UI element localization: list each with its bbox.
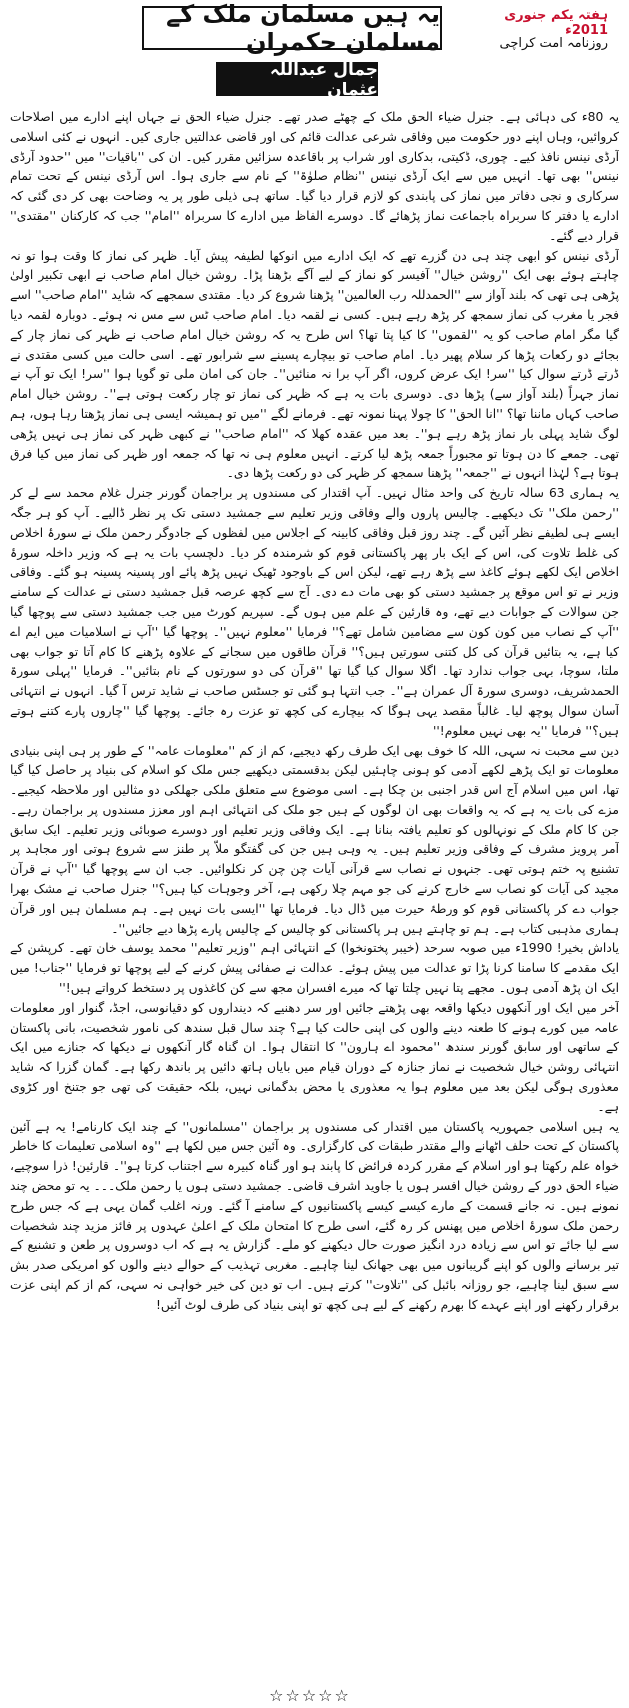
paragraph-2: آرڈی نینس کو ابھی چند ہی دن گزرے تھے کہ ایک ادارے میں انوکھا لطیفہ پیش آیا۔ ظہر کی نماز کا وقت ہوا تو نہ چاہتے ہوئے بھی ایک ''روشن خیال'' آفیسر کو نماز کے لیے آگے بڑھنا پڑا۔ روشن خیال امام صاحب نے ابھی تکبیر اولیٰ پڑھی ہی تھی کہ بلند آواز سے ''الحمدللہ رب العالمین'' پڑھنا شروع کر دیا۔ مقتدی سمجھے کہ شاید ''امام صاحب'' اسے فجر یا مغرب کی نماز سمجھ کر پڑھ رہے ہیں۔ کسی نے لقمہ دیا۔ امام صاحب ٹس سے مس نہ ہوئے۔ دوبارہ لقمہ دیا گیا مگر امام صاحب کو یہ ''لقموں'' کا کیا پتا تھا؟ اس طرح یہ کہ روشن خیال امام صاحب نے ظہر کی نماز چار کے بجائے دو رکعات پڑھا کر سلام پھیر دیا۔ امام صاحب تو بیچارے پسینے سے شرابور تھے۔ اسی حالت میں کسی مقتدی نے ڈرتے ڈرتے سوال کیا ''سر! ایک عرض کروں، اگر آپ برا نہ منائیں''۔ جان کی امان ملی تو گویا ہوا ''سر! ایک تو آپ نے نماز جہراً (بلند آواز سے) پڑھا دی۔ دوسری بات یہ ہے کہ ظہر کی نماز تو چار رکعت ہوتی ہے''۔ روشن خیال امام صاحب کہاں ماننا تھا؟ ''انا الحق'' کا چولا پہنا نمونہ تھے۔ فرمانے لگے ''میں تو ہمیشہ ایسی ہی نماز پڑھتا رہا ہوں، ہم لوگ شاید پہلی بار نماز پڑھ رہے ہو''۔ بعد میں عقدہ کھلا کہ ''امام صاحب'' نے کبھی ظہر کی نماز ہی نہیں پڑھی تھی۔ جمعے کا دن ہوتا تو مجبوراً جمعہ پڑھ لیا کرتے۔ انہیں معلوم ہی نہ تھا کہ جمعہ اور ظہر کی نماز میں کیا فرق ہوتا ہے؟ لہٰذا انہوں نے ''جمعہ'' پڑھنا سمجھ کر ظہر کی دو رکعت پڑھا دی۔	[10, 248, 619, 481]
paragraph-7: یہ ہیں اسلامی جمہوریہ پاکستان میں اقتدار کی مسندوں پر براجمان ''مسلمانوں'' کے چند ایک کارنامے! یہ ہے آئین پاکستان کے تحت حلف اٹھانے والے مقتدر طبقات کی کارگزاری۔ وہ آئین جس میں لکھا ہے ''وہ اسلامی تعلیمات کا خاطر خواہ علم رکھتا ہو اور اسلام کے مقرر کردہ فرائض کا پابند ہو اور گناہ کبیرہ سے اجتناب کرتا ہو''۔ قارئین! ذرا سوچیے، ضیاء الحق دور کے روشن خیال افسر ہوں یا جاوید اشرف قاضی۔ جمشید دستی ہوں یا رحمن ملک۔۔۔ یہ تو محض چند نمونے ہیں۔ نہ جانے قسمت کے مارے کیسے کیسے پاکستانیوں کے سامنے آ گئے۔ ورنہ اغلب گمان یہی ہے کہ جس طرح رحمن ملک سورۂ اخلاص میں پھنس کر رہ گئے، اسی طرح کا امتحان ملک کے اعلیٰ عہدوں پر فائز مزید چند شخصیات سے لیا جائے تو اس سے زیادہ درد انگیز صورت حال دیکھنے کو ملے۔ گزارش یہ ہے کہ اب دوسروں پر طعن و تشنیع کے تیر برسانے والوں کو اپنے گریبانوں میں بھی جھانک لینا چاہیے۔ مغربی تہذیب کے حوالے دینے والوں کو امریکی صدر بش سے سبق لینا چاہیے، جو روزانہ بائبل کی ''تلاوت'' کرتے ہیں۔ اب تو دین کی خیر خواہی نہ سہی، کم از کم اپنی عزت برقرار رکھنے اور اپنے عہدے کا بھرم رکھنے کے لیے ہی کچھ تو اپنی بنیاد کی طرف لوٹ آئیں!	[10, 1119, 619, 1312]
end-mark-stars: ☆☆☆☆☆	[269, 1686, 351, 1705]
article-title: یہ ہیں مسلمان ملک کے مسلمان حکمران	[142, 6, 442, 50]
paragraph-5: یاداش بخیر! 1990ء میں صوبہ سرحد (خیبر پختونخوا) کے انتہائی اہم ''وزیر تعلیم'' محمد یوسف خان تھے۔ کرپشن کے ایک مقدمے کا سامنا کرنا پڑا تو عدالت میں پیش ہوئے۔ عدالت نے صفائی پیش کرنے کے لیے پوچھا تو فرمایا ''جناب! میں ایک ان پڑھ آدمی ہوں۔ مجھے پتا نہیں چلتا تھا کہ میرے افسران مجھ سے کن کاغذوں پر دستخط کرواتے ہیں!''	[10, 941, 619, 996]
paragraph-3: یہ ہماری 63 سالہ تاریخ کی واحد مثال نہیں۔ آپ اقتدار کی مسندوں پر براجمان گورنر جنرل غلام محمد سے لے کر ''رحمن ملک'' تک دیکھیے۔ چالیس پاروں والے وفاقی وزیر تعلیم سے جمشید دستی تک پر نظر ڈالیے۔ آپ کو ہر جگہ ایسے ہی لطیفے نظر آئیں گے۔ چند روز قبل وفاقی کابینہ کے اجلاس میں لفظوں کے جادوگر رحمن ملک نے سورۂ اخلاص کی غلط تلاوت کی، اس کے ایک بار پھر پاکستانی قوم کو شرمندہ کر دیا۔ دلچسپ بات یہ ہے کہ وزیر داخلہ سورۂ اخلاص ایک لکھے ہوئے کاغذ سے پڑھ رہے تھے، لیکن اس کے باوجود ٹھیک نہیں پڑھ پائے اور پسینہ پسینہ ہو گئے۔ وفاقی وزیر نے تو اس موقع پر جمشید دستی کو بھی مات دے دی۔ آج سے کچھ عرصہ قبل جمشید دستی نے عدالت کے سامنے جن سوالات کے جوابات دیے تھے، وہ قارئین کے علم میں ہوں گے۔ سپریم کورٹ میں جب جمشید دستی سے پوچھا گیا ''آپ کے نصاب میں کون کون سے مضامین شامل تھے؟'' فرمایا ''معلوم نہیں''۔ پوچھا گیا ''آپ نے اسلامیات میں ایم اے کیا ہے، یہ بتائیں قرآن کی کل کتنی سورتیں ہیں؟'' قرآن طاقوں میں سجانے کے علاوہ پڑھنے کا کام آتا تو جواب بھی ملتا، سوچا، بہی جواب ندارد تھا۔ اگلا سوال کیا گیا تھا ''قرآن کی دو سورتوں کے نام بتائیں''۔ فرمایا ''پہلی سورۃ الحمدشریف، دوسری سورۃ آل عمران ہے''۔ جب انتہا ہو گئی تو جسٹس صاحب نے شاید ترس آ گیا۔ انہوں نے انتہائی آسان سوال پوچھ لیا۔ غالباً مقصد یہی ہوگا کہ بیچارے کی کچھ تو عزت رہ جائے۔ پوچھا گیا ''چاروں پارے کتنے ہوتے ہیں؟'' فرمایا ''یہ بھی نہیں معلوم!''	[10, 486, 619, 738]
article-body	[10, 108, 619, 1678]
paragraph-1: یہ 80ء کی دہائی ہے۔ جنرل ضیاء الحق ملک کے چھٹے صدر تھے۔ جنرل ضیاء الحق نے جہاں اپنے ادارے میں اصلاحات کروائیں، وہاں اپنے دور حکومت میں وفاقی شرعی عدالت قائم کی اور قاضی عدالتیں جاری کیں۔ انہوں نے کئی اسلامی آرڈی نینس نافذ کیے۔ چوری، ڈکیتی، بدکاری اور شراب پر باقاعدہ سزائیں مقرر کیں۔ ان کی ''باقیات'' میں ''حدود آرڈی نینس'' بھی تھا۔ انہیں میں سے ایک آرڈی نینس ''نظام صلوٰۃ'' کے نام سے جاری ہوا۔ اس آرڈی نینس کے تحت تمام سرکاری و نجی دفاتر میں نماز کی پابندی کو لازم قرار دیا گیا۔ ساتھ ہی ذیلی طور پر یہ وضاحت بھی کر دی گئی کہ ادارے یا دفتر کا سربراہ باجماعت نماز پڑھائے گا۔ دوسرے الفاظ میں ادارے کا سربراہ ''امام'' جب کہ کارکنان ''مقتدی'' قرار دیے گئے۔	[10, 110, 619, 243]
paragraph-6: آخر میں ایک اور آنکھوں دیکھا واقعہ بھی پڑھتے جائیں اور سر دھنیے کہ دینداروں کو دقیانوسی، اجڈ، گنوار اور معلومات عامہ میں کورے ہونے کا طعنہ دینے والوں کی اپنی حالت کیا ہے؟ چند سال قبل سندھ کی نامور شخصیت، بانی پاکستان کے ساتھی اور سابق گورنر سندھ ''محمود اے ہارون'' کا انتقال ہوا۔ ان گناہ گار آنکھوں نے دیکھا کہ جنازے میں ایک انتہائی روشن خیال شخصیت نے نماز جنازہ کے دوران قیام میں بایاں ہاتھ دائیں پر باندھ رکھا ہے۔ گمان گزرا کہ شاید معذوری ہوگی لیکن بعد میں معلوم ہوا یہ معذوری یا محض بدگمانی نہیں، بلکہ حقیقت کی تھی جو جتنخ اور کڑوی ہے۔	[10, 1000, 619, 1114]
publication-date: ہفتہ یکم جنوری 2011ء	[504, 8, 608, 38]
newspaper-source: روزنامہ امت کراچی	[499, 36, 608, 51]
paragraph-4: دین سے محبت نہ سہی، اللہ کا خوف بھی ایک طرف رکھ دیجیے، کم از کم ''معلومات عامہ'' کے طور پر ہی اپنی بنیادی معلومات تو ایک پڑھے لکھے آدمی کو ہونی چاہئیں لیکن بدقسمتی دیکھیے جس ملک کو اسلام کی بنیاد پر حاصل کیا گیا تھا، اس میں اسلام آج اس قدر اجنبی بن چکا ہے۔ اسی موضوع سے متعلق ملکی جھلکی دو مثالیں اور ملاحظہ کیجیے۔ مزے کی بات یہ ہے کہ یہ واقعات بھی ان لوگوں کے ہیں جو ملک کی انتہائی اہم اور معزز مسندوں پر براجمان رہے۔ جن کا کام ملک کے نونہالوں کو تعلیم یافتہ بنانا ہے۔ ایک وفاقی وزیر تعلیم اور دوسرے صوبائی وزیر تعلیم۔ ایک سابق آمر پرویز مشرف کے وفاقی وزیر تعلیم ہیں۔ یہ وہی ہیں جن کی گفتگو ملاّ پر طنز سے شروع ہوتی اور مجاہد پر تشنیع پہ ختم ہوتی تھی۔ جنہوں نے نصاب سے قرآنی آیات چن چن کر نکلوائیں۔ جب ان سے پوچھا گیا ''آپ نے قرآن مجید کی آیات کو نصاب سے خارج کرنے کی جو مہم چلا رکھی ہے، آخر وجوہات کیا ہیں؟'' جنرل صاحب نے مشک بھرا جواب دے کر پاکستانی قوم کو ورطۂ حیرت میں ڈال دیا۔ فرمایا تھا ''ایسی بات نہیں ہے۔ ہم مسلمان ہیں اور قرآن ہماری مذہبی کتاب ہے۔ ہم تو چاہتے ہیں ہر پاکستانی کو چالیس کے چالیس پارے پڑھا دیے جائیں''۔	[10, 743, 619, 936]
author-name: جمال عبداللہ عثمان	[216, 62, 378, 96]
